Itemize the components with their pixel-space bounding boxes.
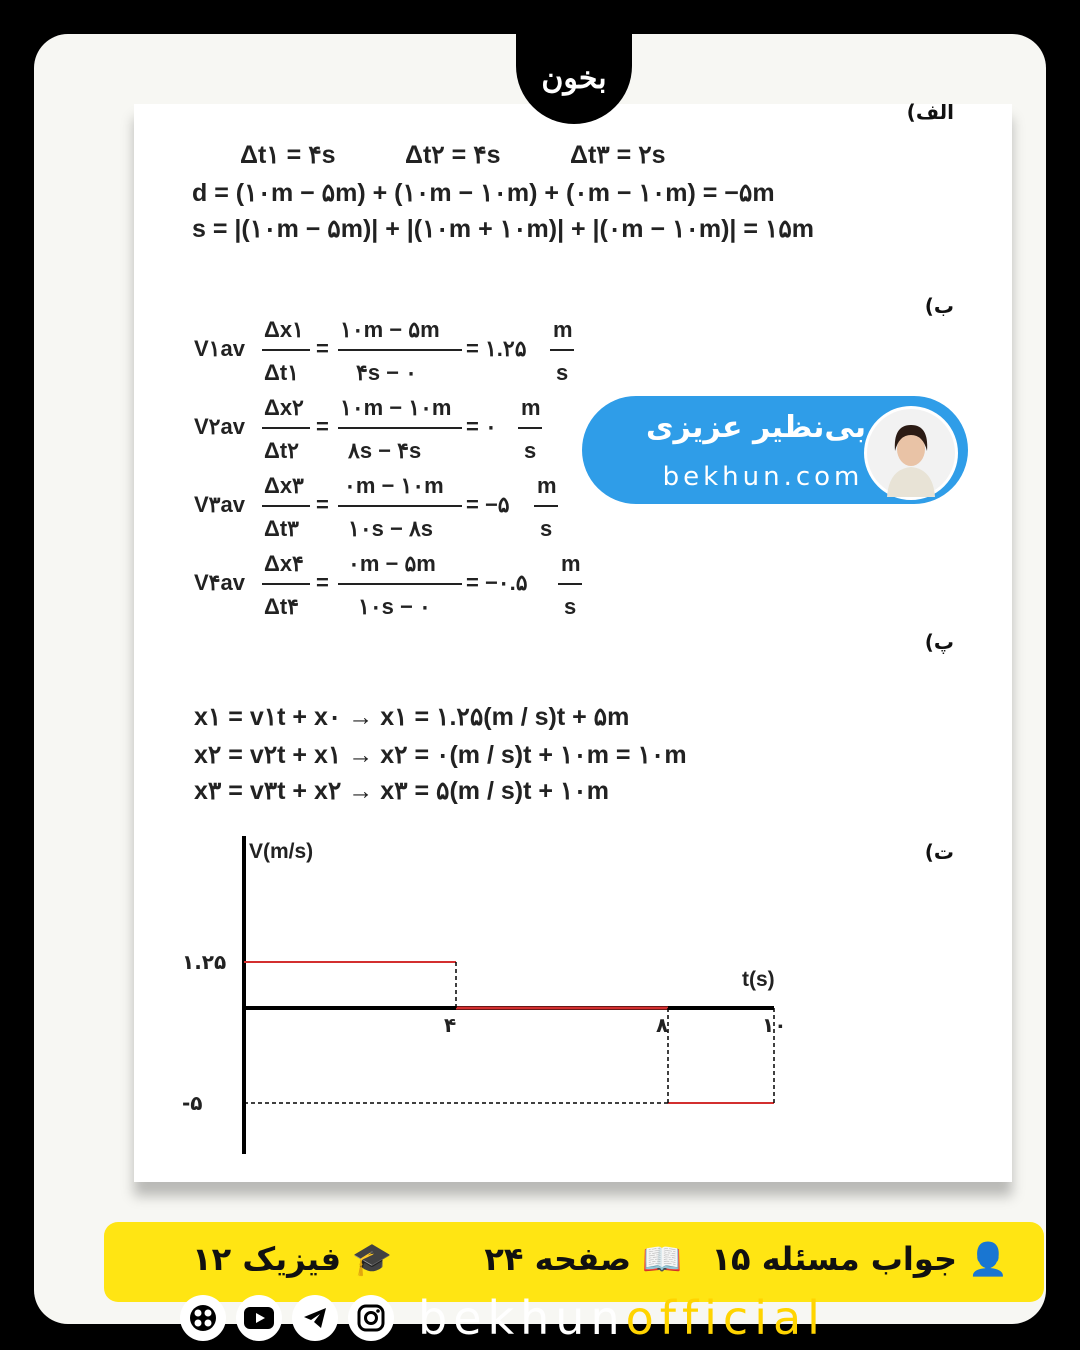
velocity-time-graph xyxy=(134,824,814,1154)
velocity-result: = ۰ xyxy=(466,414,497,439)
svg-text:s: s xyxy=(564,594,577,619)
equation-line: s = |(۱۰m − ۵m)| + |(۱۰m + ۱۰m)| + |(۰m − ۱۰m)| = ۱۵m xyxy=(192,215,814,243)
fraction-denominator: Δt۳ xyxy=(264,516,299,541)
svg-text:m: m xyxy=(553,317,573,342)
velocity-row xyxy=(194,551,582,619)
fraction-numerator: Δx۲ xyxy=(264,395,304,420)
velocity-label: V۳av xyxy=(194,492,245,517)
telegram-icon[interactable] xyxy=(292,1295,338,1341)
teacher-avatar xyxy=(864,406,958,500)
y-tick-label: -۵ xyxy=(182,1091,203,1115)
section-t-label: ت) xyxy=(924,840,954,864)
card xyxy=(34,34,1046,1324)
subject-label: 🎓 فیزیک ۱۲ xyxy=(192,1240,392,1278)
fraction-numerator: ۱۰m − ۵m xyxy=(340,317,440,342)
position-equation: x۱ = v۱t + x۰ → x۱ = ۱.۲۵(m / s)t + ۵m xyxy=(194,703,630,731)
velocity-row xyxy=(194,317,574,385)
velocity-result: = −۵ xyxy=(466,492,510,517)
svg-text:s: s xyxy=(540,516,553,541)
fraction-denominator: ۱۰s − ۸s xyxy=(348,516,433,541)
velocity-label: V۲av xyxy=(194,414,245,439)
fraction-numerator: Δx۱ xyxy=(264,317,304,342)
equation-line: Δt۱ = ۴s Δt۲ = ۴s Δt۳ = ۲s xyxy=(240,141,666,169)
fraction-denominator: ۴s − ۰ xyxy=(356,360,417,385)
website-url[interactable]: bekhun.com xyxy=(662,462,864,492)
velocity-row xyxy=(194,473,558,541)
fraction-denominator: Δt۱ xyxy=(264,360,299,385)
social-footer xyxy=(180,1290,826,1346)
teacher-badge[interactable] xyxy=(582,396,968,504)
fraction-numerator: ۱۰m − ۱۰m xyxy=(340,395,452,420)
y-tick-label: ۱.۲۵ xyxy=(182,950,227,974)
velocity-row xyxy=(194,395,542,463)
svg-text:s: s xyxy=(524,438,537,463)
svg-text:=: = xyxy=(316,570,329,595)
svg-text:=: = xyxy=(316,414,329,439)
fraction-denominator: Δt۴ xyxy=(264,594,299,619)
section-a-label: الف) xyxy=(906,100,954,124)
fraction-numerator: Δx۴ xyxy=(264,551,304,576)
x-tick-label: ۱۰ xyxy=(762,1013,787,1037)
brand-handle[interactable]: bekhunofficial xyxy=(418,1291,826,1345)
fraction-numerator: Δx۳ xyxy=(264,473,304,498)
svg-text:=: = xyxy=(316,336,329,361)
equation-line: d = (۱۰m − ۵m) + (۱۰m − ۱۰m) + (۰m − ۱۰m) = −۵m xyxy=(192,179,775,207)
svg-text:m: m xyxy=(521,395,541,420)
position-equation: x۳ = v۳t + x۲ → x۳ = ۵(m / s)t + ۱۰m xyxy=(194,777,609,805)
velocity-label: V۴av xyxy=(194,570,245,595)
fraction-numerator: ۰m − ۵m xyxy=(348,551,436,576)
velocity-label: V۱av xyxy=(194,336,245,361)
y-axis-label: V(m/s) xyxy=(249,840,314,863)
x-tick-label: ۸ xyxy=(656,1013,669,1037)
svg-text:m: m xyxy=(537,473,557,498)
problem-label: 👤 جواب مسئله ۱۵ xyxy=(711,1240,1008,1278)
bekhun-logo: بخون xyxy=(516,34,632,124)
svg-text:s: s xyxy=(556,360,569,385)
instagram-icon[interactable] xyxy=(348,1295,394,1341)
x-axis-label: t(s) xyxy=(742,968,775,991)
youtube-icon[interactable] xyxy=(236,1295,282,1341)
velocity-result: = −۰.۵ xyxy=(466,570,528,595)
svg-text:m: m xyxy=(561,551,581,576)
x-tick-label: ۴ xyxy=(444,1013,457,1037)
teacher-name: بی‌نظیر عزیزی xyxy=(645,410,867,445)
fraction-numerator: ۰m − ۱۰m xyxy=(344,473,444,498)
velocity-result: = ۱.۲۵ xyxy=(466,336,527,361)
fraction-denominator: ۱۰s − ۰ xyxy=(358,594,431,619)
svg-text:=: = xyxy=(316,492,329,517)
aparat-icon[interactable] xyxy=(180,1295,226,1341)
fraction-denominator: Δt۲ xyxy=(264,438,299,463)
position-equation: x۲ = v۲t + x۱ → x۲ = ۰(m / s)t + ۱۰m = ۱۰m xyxy=(194,741,687,769)
section-p-label: پ) xyxy=(924,630,954,654)
fraction-denominator: ۸s − ۴s xyxy=(348,438,422,463)
section-b-label: ب) xyxy=(924,294,954,318)
page-label: 📖 صفحه ۲۴ xyxy=(484,1240,682,1278)
